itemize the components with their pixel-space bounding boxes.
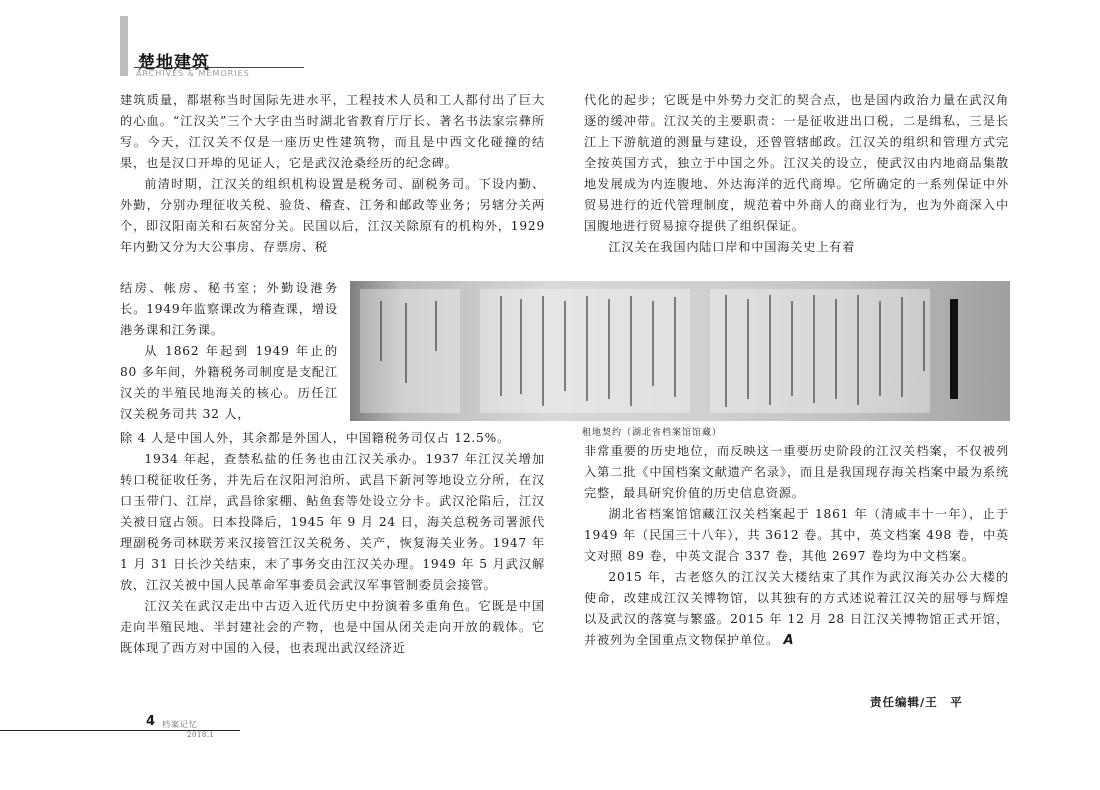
paragraph: 结房、帐房、秘书室；外勤设港务长。1949年监察课改为稽查课，增设港务课和江务课。 <box>120 281 338 337</box>
paragraph: 建筑质量，都堪称当时国际先进水平，工程技术人员和工人都付出了巨大的心血。“江汉关”三个大字由当时湖北省教育厅厅长、著名书法家宗彝所写。今天，江汉关不仅是一座历史性建筑物，而且是中西文化碰撞的结果，也是汉口开埠的见证人，它是武汉沧桑经历的纪念碑。 <box>120 93 545 170</box>
paragraph: 1934 年起，查禁私盐的任务也由江汉关承办。1937 年江汉关增加转口税征收任务，并先后在汉阳河泊所、武昌下新河等地设立分所，在汉口玉带门、江岸，武昌徐家棚、鲇鱼套等处设立分卡。武汉沦陷后，江汉关被日寇占领。日本投降后，1945 年 9 月 24 日，海关总税务司署派代理副税务司林联芳来汉接管江汉关税务、关产，恢复海关业务。1947 年 1 月 31 日长沙关结束，末了事务交由江汉关办理。1949 年 5 月武汉解放，江汉关被中国人民革命军事委员会武汉军事管制委员会接管。 <box>120 452 545 592</box>
paragraph: 江汉关在武汉走出中古迈入近代历史中扮演着多重角色。它既是中国走向半殖民地、半封建社会的产物，也是中国从闭关走向开放的载体。它既体现了西方对中国的入侵，也表现出武汉经济近 <box>120 599 545 655</box>
header-accent-bar <box>120 16 128 76</box>
paragraph: 代化的起步；它既是中外势力交汇的契合点，也是国内政治力量在武汉角逐的缓冲带。江汉关的主要职责：一是征收进出口税，二是缉私，三是长江上下游航道的测量与建设，还曾管辖邮政。江汉关的组织和管理方式完全按英国方式，独立于中国之外。江汉关的设立，使武汉由内地商品集散地发展成为内连腹地、外达海洋的近代商埠。它所确定的一系列保证中外贸易进行的近代管理制度，规范着中外商人的商业行为，也为外商深入中国腹地进行贸易掠夺提供了组织保证。 <box>584 93 1009 233</box>
section-title: 楚地建筑 <box>138 53 210 73</box>
left-column-narrow <box>120 278 338 425</box>
photo-caption: 租地契约（湖北省档案馆馆藏） <box>582 428 723 438</box>
paragraph: 湖北省档案馆馆藏江汉关档案起于 1861 年（清咸丰十一年），止于 1949 年（民国三十八年），共 3612 卷。其中，英文档案 498 卷，中英文对照 89 卷，中英文混合 337 卷，其他 2697 卷均为中文档案。 <box>584 507 1009 563</box>
header-rule <box>134 67 304 68</box>
land-lease-contract-photo <box>350 281 1010 421</box>
end-mark-icon: A <box>783 633 795 648</box>
issue-date: 2018.1 <box>187 731 215 739</box>
section-subtitle: ARCHIVES & MEMORIES <box>136 69 250 78</box>
left-column-top <box>120 90 545 258</box>
right-column-bottom <box>584 441 1009 651</box>
left-column-bottom <box>120 428 545 659</box>
paragraph <box>584 567 1009 651</box>
paragraph: 从 1862 年起到 1949 年止的 80 多年间，外籍税务司制度是支配江汉关的半殖民地海关的核心。历任江汉关税务司共 32 人， <box>120 344 338 421</box>
right-column-top <box>584 90 1009 258</box>
responsible-editor: 责任编辑/王 平 <box>870 695 963 709</box>
paragraph: 非常重要的历史地位，而反映这一重要历史阶段的江汉关档案，不仅被列入第二批《中国档案文献遗产名录》，而且是我国现存海关档案中最为系统完整，最具研究价值的历史信息资源。 <box>584 444 1009 500</box>
page-number: 4 <box>146 714 156 729</box>
paragraph: 江汉关在我国内陆口岸和中国海关史上有着 <box>608 240 856 254</box>
paragraph-text: 2015 年，古老悠久的江汉关大楼结束了其作为武汉海关办公大楼的使命，改建成江汉关博物馆，以其独有的方式述说着江汉关的屈辱与辉煌以及武汉的落寞与繁盛。2015 年 12 月 28 日江汉关博物馆正式开馆，并被列为全国重点文物保护单位。 <box>584 570 1009 647</box>
paragraph: 前清时期，江汉关的组织机构设置是税务司、副税务司。下设内勤、外勤，分别办理征收关税、验货、稽查、江务和邮政等业务；另辖分关两个，即汉阳南关和石灰窑分关。民国以后，江汉关除原有的机构外，1929年内勤又分为大公事房、存票房、税 <box>120 177 545 254</box>
magazine-name: 档案记忆 <box>162 720 198 729</box>
paragraph: 除 4 人是中国人外，其余都是外国人，中国籍税务司仅占 12.5%。 <box>120 431 510 445</box>
